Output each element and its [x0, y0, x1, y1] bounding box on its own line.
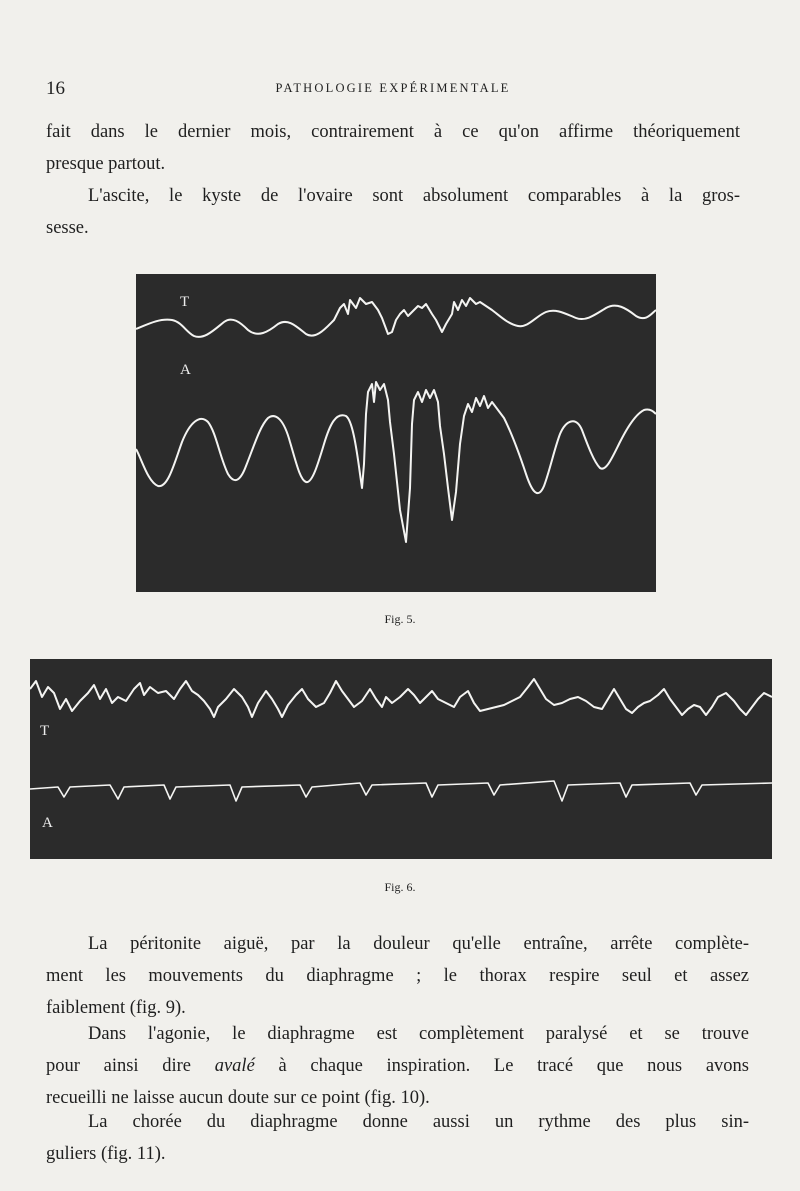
figure-5-plate [136, 274, 656, 592]
text-line: ment les mouvements du diaphragme ; le thorax respire seul et assez [46, 966, 749, 986]
trace-label-a: A [180, 362, 191, 378]
text-run: pour ainsi dire [46, 1056, 215, 1076]
text-line: fait dans le dernier mois, contrairement à ce qu'on affirme théoriquement [46, 122, 740, 142]
text-run: à chaque inspiration. Le tracé que nous avons [254, 1056, 749, 1076]
text-line [46, 1050, 749, 1082]
trace-label-t: T [40, 723, 50, 739]
trace-label-t: T [180, 294, 190, 310]
figure-5-caption: Fig. 5. [384, 612, 416, 626]
text-line: L'ascite, le kyste de l'ovaire sont absolument comparables à la gros- [88, 186, 740, 206]
text-line: presque partout. [46, 154, 166, 174]
trace-label-a: A [42, 815, 53, 831]
figure-6-tracing [30, 659, 772, 859]
emphasized-word: avalé [214, 1056, 255, 1076]
abdominal-trace [30, 781, 772, 801]
figure-6-plate [30, 659, 772, 859]
figure-5-tracing [136, 274, 656, 592]
page-number: 16 [46, 78, 65, 99]
text-line: La péritonite aiguë, par la douleur qu'elle entraîne, arrête complète- [88, 934, 749, 954]
paragraph-agony [46, 1018, 749, 1114]
paragraph-ascites [46, 180, 740, 244]
text-line: La chorée du diaphragme donne aussi un rythme des plus sin- [88, 1112, 749, 1132]
text-line: recueilli ne laisse aucun doute sur ce point (fig. 10). [46, 1088, 430, 1108]
thoracic-trace [136, 298, 656, 337]
figure-6-caption: Fig. 6. [384, 880, 416, 894]
running-title: PATHOLOGIE EXPÉRIMENTALE [275, 81, 511, 95]
abdominal-trace [136, 382, 656, 542]
thoracic-trace [30, 679, 772, 717]
text-line: sesse. [46, 218, 89, 238]
running-head [46, 78, 740, 100]
paragraph-pregnancy-conclusion [46, 116, 740, 180]
paragraph-chorea [46, 1106, 749, 1170]
text-line: guliers (fig. 11). [46, 1144, 166, 1164]
text-line: faiblement (fig. 9). [46, 998, 186, 1018]
text-line: Dans l'agonie, le diaphragme est complètement paralysé et se trouve [88, 1024, 749, 1044]
paragraph-peritonitis [46, 928, 749, 1024]
